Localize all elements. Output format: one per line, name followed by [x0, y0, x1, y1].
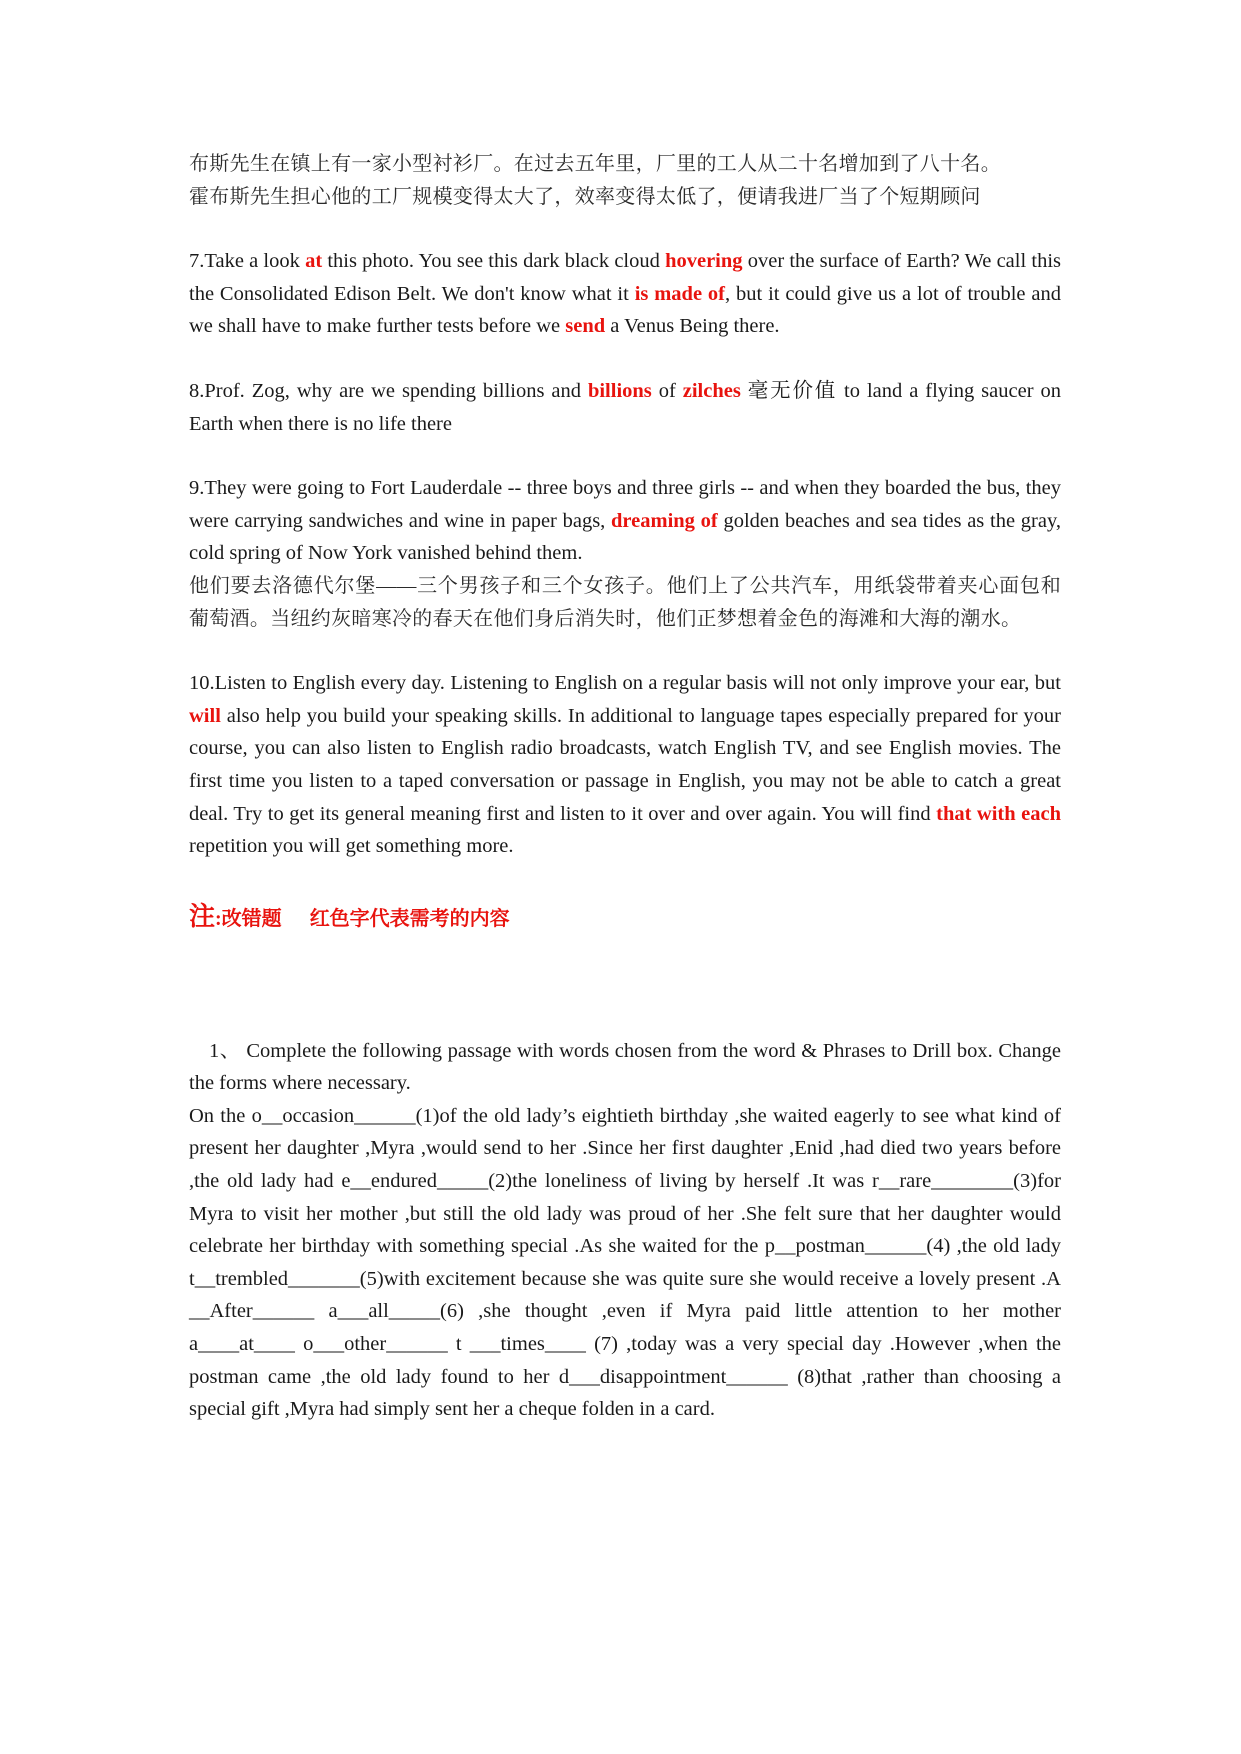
note-mark: 注 — [189, 901, 216, 931]
highlighted-phrase: zilches — [682, 379, 741, 402]
text-run: 毫无价值 to land a flying saucer on Earth when there is no life there — [189, 379, 1061, 435]
item-10-paragraph — [189, 667, 1061, 863]
item-8-paragraph — [189, 375, 1061, 440]
text-run: also help you build your speaking skills. In additional to language tapes especially prepared for your course, you can also listen to English radio broadcasts, watch English TV, and see English movies. The first time you listen to a taped conversation or passage in English, you may not be able to catch a great deal. Try to get its general meaning first and listen to it over and over again. You will find — [189, 704, 1061, 825]
text-run: a Venus Being there. — [605, 315, 780, 338]
item-7-paragraph — [189, 245, 1061, 343]
text-run: repetition you will get something more. — [189, 835, 514, 858]
highlighted-phrase: is made of — [634, 282, 726, 305]
note-description: 红色字代表需考的内容 — [309, 907, 510, 930]
text-run: 9.They were going to Fort Lauderdale -- three boys and three girls -- and when they boarded the bus, they were carrying sandwiches and wine in paper bags, — [189, 477, 1061, 532]
note-heading — [189, 901, 1061, 935]
highlighted-phrase: send — [565, 315, 606, 338]
text-run: over the surface of Earth? We call this the Consolidated Edison Belt. We don't know what it — [189, 250, 1061, 305]
document-page — [189, 148, 1061, 1426]
item-9-chinese-translation: 他们要去洛德代尔堡——三个男孩子和三个女孩子。他们上了公共汽车，用纸袋带着夹心面包和葡萄酒。当纽约灰暗寒冷的春天在他们身后消失时，他们正梦想着金色的海滩和大海的潮水。 — [189, 574, 1061, 630]
exercise-passage: On the o__occasion______(1)of the old lady’s eightieth birthday ,she waited eagerly to see what kind of present her daughter ,Myra ,would send to her .Since her first daughter ,Enid ,had died two years before ,the old lady had e__endured_____(2)the loneliness of living by herself .It was r__rare________(3)for Myra to visit her mother ,but still the old lady was proud of her .She felt sure that her daughter would celebrate her birthday with something special .As she waited for the p__postman______(4) ,the old lady t__trembled_______(5)with excitement because she was quite sure she would receive a lovely present .A __After______ a___all_____(6) ,she thought ,even if Myra paid little attention to her mother a____at____ o___other______ t ___times____ (7) ,today was a very special day .However ,when the postman came ,the old lady found to her d___disappointment______ (8)that ,rather than choosing a special gift ,Myra had simply sent her a cheque folden in a card. — [189, 1104, 1061, 1421]
highlighted-phrase: will — [189, 704, 221, 727]
note-label: :改错题 — [215, 907, 282, 930]
text-run: 7.Take a look — [189, 250, 306, 273]
text-run: this photo. You see this dark black cloud — [322, 250, 666, 273]
text-run: 8.Prof. Zog, why are we spending billions and — [189, 379, 588, 402]
item-9-paragraph — [189, 472, 1061, 570]
exercise-intro: 1、 Complete the following passage with words chosen from the word & Phrases to Drill box. Change the forms where necessary. — [189, 1039, 1061, 1095]
highlighted-phrase: at — [305, 250, 323, 273]
chinese-line-2: 霍布斯先生担心他的工厂规模变得太大了，效率变得太低了，便请我进厂当了个短期顾问 — [189, 185, 981, 208]
text-run: 10.Listen to English every day. Listening to English on a regular basis will not only improve your ear, but — [189, 672, 1061, 695]
text-run: of — [651, 379, 683, 402]
chinese-translation-top — [189, 148, 1061, 213]
exercise-instructions — [189, 1035, 1061, 1100]
highlighted-phrase: hovering — [665, 250, 743, 273]
text-run: , but it could give us a lot of trouble and we shall have to make further tests before we — [189, 282, 1061, 338]
text-run: golden beaches and sea tides as the gray, cold spring of Now York vanished behind them. — [189, 509, 1061, 565]
highlighted-phrase: that with each — [936, 802, 1061, 825]
highlighted-phrase: billions — [587, 379, 652, 402]
highlighted-phrase: dreaming of — [611, 509, 718, 532]
chinese-line-1: 布斯先生在镇上有一家小型衬衫厂。在过去五年里，厂里的工人从二十名增加到了八十名。 — [189, 153, 1001, 175]
